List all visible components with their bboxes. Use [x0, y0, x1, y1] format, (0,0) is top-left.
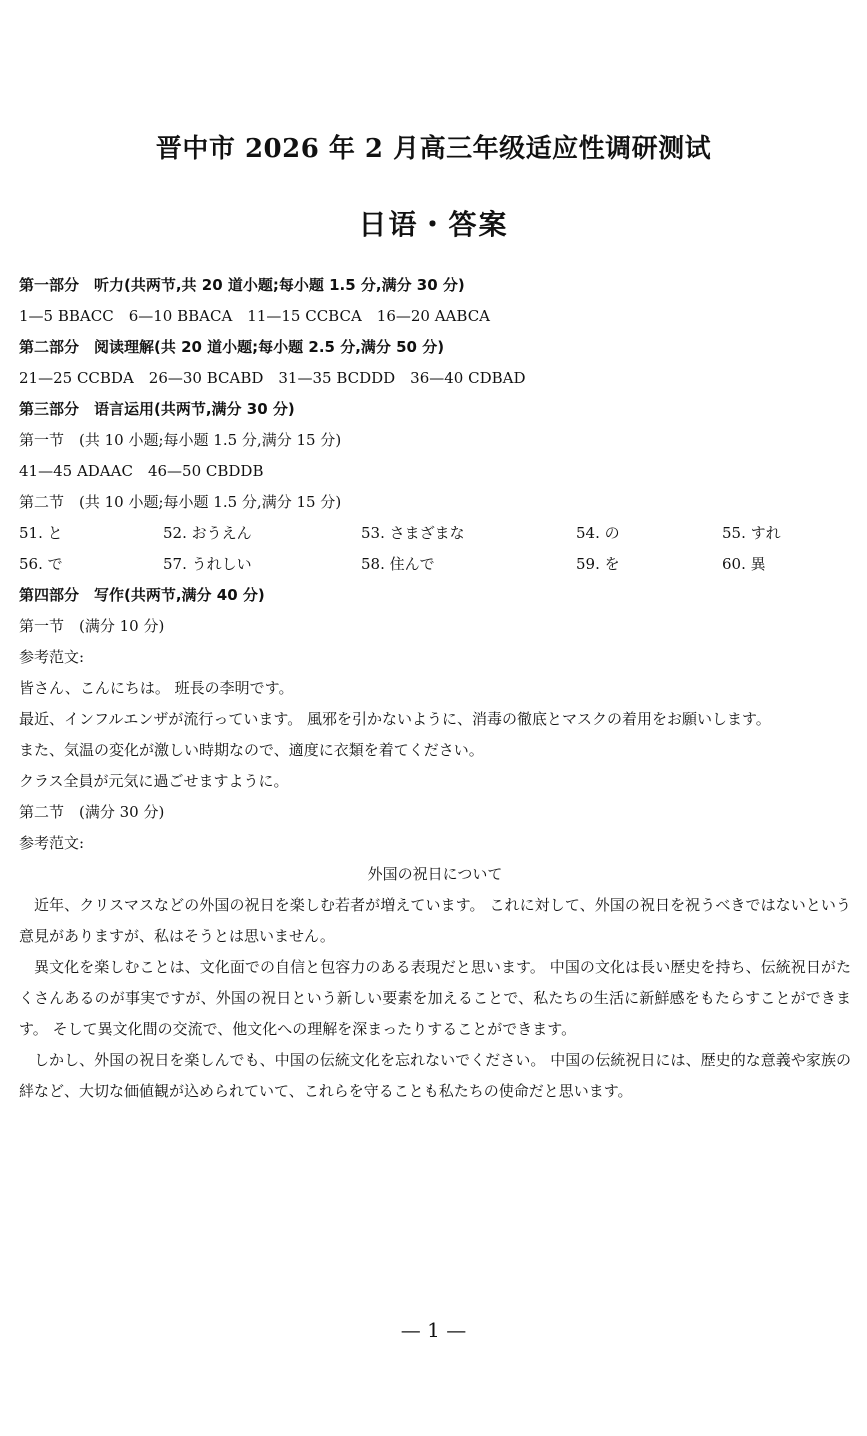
fill-in-answer: 60. 異	[722, 555, 766, 573]
fill-in-answer: 51. と	[19, 524, 63, 542]
part3-section1-answers: 41—45 ADAAC 46—50 CBDDB	[19, 462, 264, 480]
part4-heading: 第四部分 写作(共两节,满分 40 分)	[19, 586, 265, 604]
part3-section2-heading: 第二节 (共 10 小题;每小题 1.5 分,满分 15 分)	[19, 493, 342, 511]
fill-in-answer: 56. で	[19, 555, 63, 573]
fill-in-answer: 58. 住んで	[361, 555, 435, 573]
model-essay-line: クラス全員が元気に過ごせますように。	[19, 772, 289, 790]
essay-paragraph: 異文化を楽しむことは、文化面での自信と包容力のある表現だと思います。 中国の文化は長い歴史を持ち、伝統祝日がたくさんあるのが事実ですが、外国の祝日という新しい要素を加えることで、私たちの生活に新鮮感をもたらすことができます。 そして異文化間の交流で、他文化への理解を深まったりすることができます。	[19, 958, 851, 1038]
essay-title: 外国の祝日について	[367, 865, 503, 883]
part3-section1-heading: 第一节 (共 10 小题;每小题 1.5 分,满分 15 分)	[19, 431, 342, 449]
fill-in-row	[19, 549, 851, 580]
part4-section2-heading: 第二节 (满分 30 分)	[19, 803, 165, 821]
page-subtitle: 日语・答案	[358, 208, 509, 241]
part2-heading: 第二部分 阅读理解(共 20 道小题;每小题 2.5 分,满分 50 分)	[19, 338, 445, 356]
part4-section1-heading: 第一节 (满分 10 分)	[19, 617, 165, 635]
fill-in-answer: 57. うれしい	[163, 555, 252, 573]
part4-section2-ref-label: 参考范文:	[19, 834, 85, 852]
fill-in-answer: 59. を	[576, 555, 620, 573]
part3-heading: 第三部分 语言运用(共两节,满分 30 分)	[19, 400, 295, 418]
fill-in-row	[19, 518, 851, 549]
part4-section1-ref-label: 参考范文:	[19, 648, 85, 666]
model-essay-line: 皆さん、こんにちは。 班長の李明です。	[19, 679, 294, 697]
part1-answers: 1—5 BBACC 6—10 BBACA 11—15 CCBCA 16—20 AABCA	[19, 307, 490, 325]
answer-body	[19, 270, 851, 1107]
model-essay-line: 最近、インフルエンザが流行っています。 風邪を引かないように、消毒の徹底とマスクの着用をお願いします。	[19, 710, 771, 728]
page-number: — 1 —	[400, 1318, 467, 1342]
fill-in-answer: 55. すれ	[722, 524, 781, 542]
model-essay-line: また、気温の変化が激しい時期なので、適度に衣類を着てください。	[19, 741, 484, 759]
page-title: 晋中市 2026 年 2 月高三年级适应性调研测试	[155, 134, 712, 164]
essay-paragraph: 近年、クリスマスなどの外国の祝日を楽しむ若者が増えています。 これに対して、外国の祝日を祝うべきではないという意見がありますが、私はそうとは思いません。	[19, 896, 851, 945]
essay-paragraph: しかし、外国の祝日を楽しんでも、中国の伝統文化を忘れないでください。 中国の伝統祝日には、歴史的な意義や家族の絆など、大切な価値観が込められていて、これらを守ることも私たちの使命だと思います。	[19, 1051, 851, 1100]
part2-answers: 21—25 CCBDA 26—30 BCABD 31—35 BCDDD 36—40 CDBAD	[19, 369, 526, 387]
part1-heading: 第一部分 听力(共两节,共 20 道小题;每小题 1.5 分,满分 30 分)	[19, 276, 465, 294]
fill-in-answer: 53. さまざまな	[361, 524, 465, 542]
fill-in-answer: 52. おうえん	[163, 524, 252, 542]
fill-in-answer: 54. の	[576, 524, 620, 542]
